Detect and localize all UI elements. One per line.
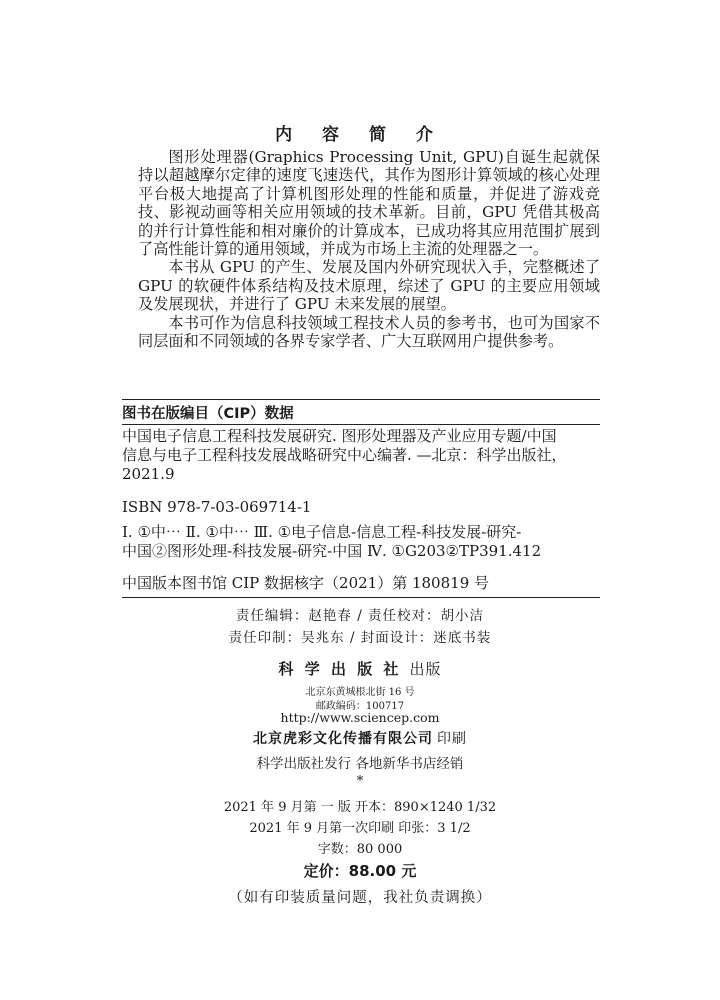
printer-name: 北京虎彩文化传播有限公司 <box>253 731 433 747</box>
publisher-suffix: 出版 <box>409 660 442 678</box>
edition-line: 2021 年 9 月第 一 版 开本：890×1240 1/32 <box>223 800 497 815</box>
cip-entry-line: 中国电子信息工程科技发展研究. 图形处理器及产业应用专题/中国 <box>122 427 557 445</box>
publisher-url: http://www.sciencep.com <box>280 710 440 725</box>
isbn: ISBN 978-7-03-069714-1 <box>122 498 312 516</box>
publisher-address: 北京东黄城根北街 16 号 <box>305 687 415 698</box>
price: 定价：88.00 元 <box>303 862 417 880</box>
publisher-postcode: 邮政编码：100717 <box>315 701 405 712</box>
publisher-name <box>0 658 720 679</box>
quality-notice: （如有印装质量问题，我社负责调换） <box>228 890 492 906</box>
cip-classification-line: Ⅰ. ①中⋯ Ⅱ. ①中⋯ Ⅲ. ①电子信息-信息工程-科技发展-研究- <box>122 523 522 541</box>
editors-line: 责任编辑：赵艳春 / 责任校对：胡小洁 <box>235 608 485 624</box>
intro-paragraph: 本书从 GPU 的产生、发展及国内外研究现状入手，完整概述了 GPU 的软硬件体系结构及技术原理，综述了 GPU 的主要应用领域及发展现状，并进行了 GPU 未来发展的展望。 <box>138 258 600 314</box>
cip-classification <box>122 523 600 561</box>
word-count: 字数：80 000 <box>317 842 403 857</box>
printing-line: 2021 年 9 月第一次印刷 印张：3 1/2 <box>249 821 471 836</box>
cip-entry-line: 信息与电子工程科技发展战略研究中心编著. —北京：科学出版社， <box>122 446 567 464</box>
intro-body <box>138 148 600 350</box>
cip-entry-line: 2021.9 <box>122 465 175 483</box>
cip-heading: 图书在版编目（CIP）数据 <box>122 406 294 422</box>
intro-paragraph: 本书可作为信息科技领域工程技术人员的参考书，也可为国家不同层面和不同领域的各界专家学者、广大互联网用户提供参考。 <box>138 313 600 351</box>
cip-entry <box>122 427 600 484</box>
intro-paragraph: 图形处理器(Graphics Processing Unit, GPU)自诞生起就保持以超越摩尔定律的速度飞速迭代，其作为图形计算领域的核心处理平台极大地提高了计算机图形处理的性能和质量，并促进了游戏竞技、影视动画等相关应用领域的技术革新。目前，GPU 凭借其极高的并行计算性能和相对廉价的计算成本，已成功将其应用范围扩展到了高性能计算的通用领域，并成为市场上主流的处理器之一。 <box>138 148 600 259</box>
editors-line: 责任印制：吴兆东 / 封面设计：迷底书装 <box>228 630 492 646</box>
printer-line <box>0 728 720 748</box>
distribution-line: 科学出版社发行 各地新华书店经销 <box>256 756 464 772</box>
cip-heading-rule <box>122 424 600 425</box>
publisher-name-text: 科 学 出 版 社 <box>278 660 402 678</box>
cip-bottom-rule <box>122 597 600 598</box>
intro-title: 内 容 简 介 <box>275 125 445 145</box>
cip-data-number: 中国版本图书馆 CIP 数据核字（2021）第 180819 号 <box>122 574 490 592</box>
cip-top-rule <box>122 399 600 400</box>
separator-star: * <box>356 774 364 789</box>
cip-classification-line: 中国②图形处理-科技发展-研究-中国 Ⅳ. ①G203②TP391.412 <box>122 542 542 560</box>
printer-suffix: 印刷 <box>437 731 467 747</box>
